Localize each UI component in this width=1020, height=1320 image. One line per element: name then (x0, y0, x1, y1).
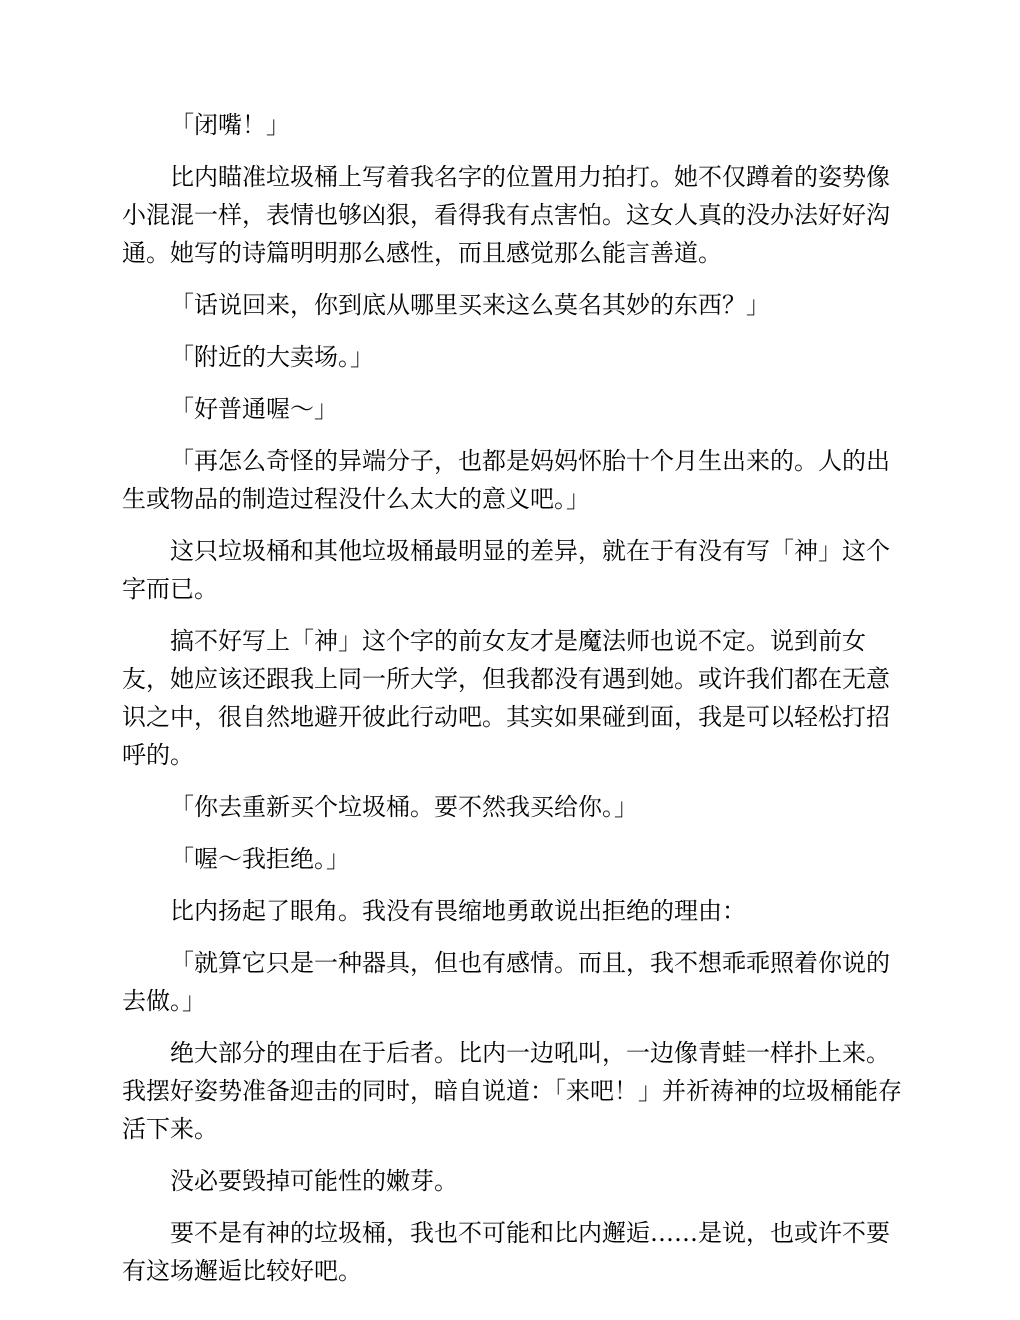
paragraph: 没必要毁掉可能性的嫩芽。 (170, 1167, 458, 1195)
paragraph: 绝大部分的理由在于后者。比内一边吼叫，一边像青蛙一样扑上来。我摆好姿势准备迎击的同时，暗自说道：「来吧！」并祈祷神的垃圾桶能存活下来。 (122, 1039, 902, 1143)
paragraph: 「喔～我拒绝。」 (170, 845, 350, 873)
paragraph: 比内扬起了眼角。我没有畏缩地勇敢说出拒绝的理由： (170, 897, 746, 925)
paragraph: 「话说回来，你到底从哪里买来这么莫名其妙的东西？」 (170, 291, 770, 319)
paragraph: 这只垃圾桶和其他垃圾桶最明显的差异，就在于有没有写「神」这个字而已。 (122, 537, 890, 603)
paragraph: 「附近的大卖场。」 (170, 343, 374, 371)
paragraph: 「再怎么奇怪的异端分子，也都是妈妈怀胎十个月生出来的。人的出生或物品的制造过程没什么太大的意义吧。」 (122, 447, 890, 513)
paragraph: 比内瞄准垃圾桶上写着我名字的位置用力拍打。她不仅蹲着的姿势像小混混一样，表情也够凶狠，看得我有点害怕。这女人真的没办法好好沟通。她写的诗篇明明那么感性，而且感觉那么能言善道。 (122, 163, 890, 267)
paragraph: 「你去重新买个垃圾桶。要不然我买给你。」 (170, 793, 638, 821)
paragraph: 「闭嘴！」 (170, 111, 290, 139)
text-body (122, 106, 902, 1304)
paragraph: 搞不好写上「神」这个字的前女友才是魔法师也说不定。说到前女友，她应该还跟我上同一所大学，但我都没有遇到她。或许我们都在无意识之中，很自然地避开彼此行动吧。其实如果碰到面，我是可以轻松打招呼的。 (122, 627, 890, 769)
paragraph: 「就算它只是一种器具，但也有感情。而且，我不想乖乖照着你说的去做。」 (122, 949, 890, 1015)
paragraph: 要不是有神的垃圾桶，我也不可能和比内邂逅……是说，也或许不要有这场邂逅比较好吧。 (122, 1219, 890, 1285)
paragraph: 「好普通喔～」 (170, 395, 338, 423)
